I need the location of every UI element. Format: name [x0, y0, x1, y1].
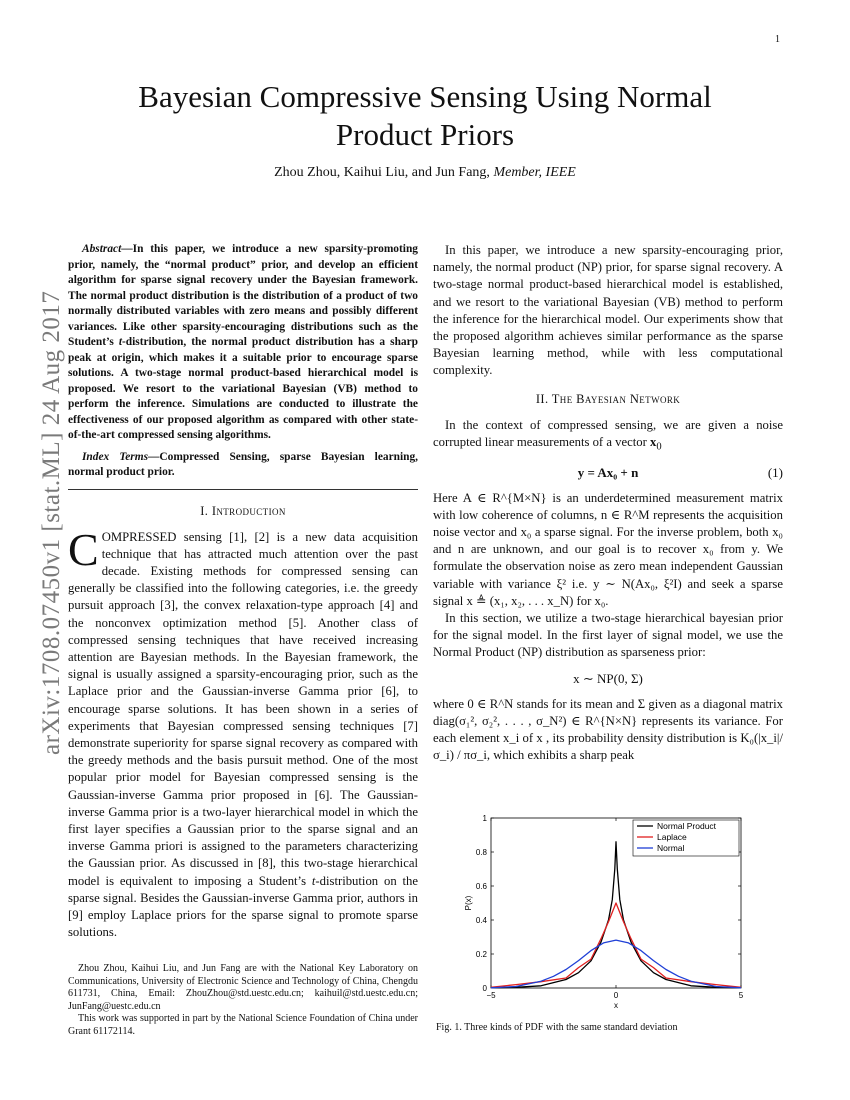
section2-paragraph-1 [433, 417, 783, 456]
y-tick-label: 0.4 [475, 916, 487, 925]
section2-paragraph-2: Here A ∈ R^{M×N} is an underdetermined measurement matrix with low coherence of columns, n ∈ R^M represents the acquisition noise vector and x₀ a sparse signal. For the inverse problem, both x₀ and n are unknown, and our goal is to recover x₀ from y. We formulate the observation noise as zero mean independent Gaussian variable with variance ξ² i.e. y ∼ N(Ax₀, ξ²I) and seek a sparse signal x ≜ (x₁, x₂, . . . x_N) for x₀. [433, 490, 783, 608]
title-line-1: Bayesian Compressive Sensing Using Normal [138, 79, 712, 114]
section2-paragraph-4: where 0 ∈ R^N stands for its mean and Σ given as a diagonal matrix diag(σ₁², σ₂², . . . , σ_N²) ∈ R^{N×N} represents its variance. For each element x_i of x , its probability density distribution is K₀(|x_i|/σ_i) / πσ_i, which exhibits a sharp peak [433, 696, 783, 763]
figure-1 [436, 810, 786, 1010]
section2-p1-variable: x [650, 434, 657, 449]
page-number: 1 [775, 34, 780, 45]
author-list [80, 165, 770, 181]
y-tick-label: 0.2 [475, 950, 487, 959]
abstract-label: Abstract [82, 243, 122, 255]
intro-text-end: -distribution on the sparse signal. Besides the Gaussian-inverse Gamma prior, authors in [9] employ Laplace priors for the sparse signal to promote sparse solutions. [68, 873, 419, 940]
section2-p1-subscript: 0 [656, 441, 662, 453]
y-tick-label: 0.6 [475, 882, 487, 891]
arxiv-identifier: arXiv:1708.07450v1 [stat.ML] 24 Aug 2017 [38, 290, 65, 755]
left-column [68, 242, 418, 941]
author-membership: Member, IEEE [493, 165, 576, 180]
right-column [433, 242, 783, 764]
paper-title [80, 78, 770, 154]
y-tick-label: 0 [482, 984, 487, 993]
legend-label: Normal [657, 843, 685, 853]
abstract-divider [68, 489, 418, 490]
figure-1-caption: Fig. 1. Three kinds of PDF with the same standard deviation [436, 1022, 678, 1033]
section-heading-bayesian-network: II. The Bayesian Network [535, 391, 681, 406]
index-terms-text: —Compressed Sensing, sparse Bayesian learning, normal product prior. [68, 450, 418, 478]
abstract-text-continued: -distribution, the normal product distribution has a sharp peak at origin, which makes it a suitable prior to encourage sparse solutions. A two-stage normal product-based hierarchical model is proposed. We resort to the variational Bayesian (VB) method to perform the inference. Simulations are conducted to illustrate the effectiveness of our proposed algorithm as compared with other state-of-the-art compressed sensing algorithms. [68, 336, 418, 441]
title-line-2: Product Priors [335, 117, 515, 152]
drop-cap: C [68, 523, 99, 575]
introduction-paragraph [68, 523, 419, 942]
legend-label: Laplace [657, 832, 687, 842]
x-tick-label: 5 [738, 991, 744, 1000]
footnote-funding: This work was supported in part by the National Science Foundation of China under Grant 61172114. [68, 1013, 418, 1037]
section2-paragraph-3: In this section, we utilize a two-stage hierarchical bayesian prior for the signal model. In the first layer of signal model, we use the Normal Product (NP) distribution as sparseness prior: [433, 610, 783, 660]
x-tick-label: −5 [486, 991, 496, 1000]
footnote-affiliation: Zhou Zhou, Kaihui Liu, and Jun Fang are with the National Key Laboratory on Communications, University of Electronic Science and Technology of China, Chengdu 611731, China, Email: ZhouZhou@std.uestc.edu.cn; kaihuil@std.uestc.edu.cn; JunFang@uestc.edu.cn [68, 963, 418, 1012]
pdf-chart [436, 810, 786, 1010]
equation-1-body: y = Ax₀ + n [577, 464, 639, 480]
equation-1-number: (1) [767, 464, 783, 480]
intro-t-variable: t [311, 873, 316, 888]
right-intro-paragraph: In this paper, we introduce a new sparsity-encouraging prior, namely, the normal product (NP) prior, for sparse signal recovery. A two-stage normal product-based hierarchical model is established, and we resort to the variational Bayesian (VB) method to perform the inference for the hierarchical model. Our experiments show that the proposed algorithm achieves similar performance as the sparse Bayesian learning method, while with less computational complexity. [433, 243, 783, 378]
intro-lead-word: OMPRESSED [101, 529, 177, 544]
equation-1 [433, 465, 783, 481]
legend-label: Normal Product [657, 821, 717, 831]
abstract-t-variable: t [118, 336, 122, 348]
equation-2-body: x ∼ NP(0, Σ) [573, 670, 643, 686]
y-axis-label: P(x) [464, 895, 473, 911]
y-tick-label: 0.8 [475, 848, 487, 857]
abstract [68, 242, 418, 444]
x-axis-label: x [614, 1001, 618, 1010]
index-terms-label: Index Terms [82, 450, 149, 463]
section-heading-introduction: I. Introduction [200, 503, 286, 518]
abstract-text: —In this paper, we introduce a new sparsity-promoting prior, namely, the “normal product” prior, and develop an efficient algorithm for sparse signal recovery under the Bayesian framework. The normal product distribution is the distribution of a product of two normally distributed variables with zero means and possibly different variances. Like other sparsity-encouraging distributions such as the Student’s [68, 243, 418, 348]
y-tick-label: 1 [482, 814, 487, 823]
equation-2 [433, 671, 783, 687]
author-names: Zhou Zhou, Kaihui Liu, and Jun Fang, [274, 165, 494, 180]
footnote-block [68, 963, 418, 1038]
intro-text: sensing [1], [2] is a new data acquisition technique that has attracted much attention over the past decade. Existing methods for compressed sensing can generally be classified into the following categories, i.e. the greedy pursuit approach [3], the convex relaxation-type approach [4] and the nonconvex optimization method [5]. Another class of compressed sensing techniques that have received increasing attention are Bayesian methods. In the Bayesian framework, the signal is usually assigned a sparsity-encouraging prior, such as the Laplace prior and the Gaussian-inverse Gamma prior [6], to encourage sparse solutions. It has been shown in a series of experiments that Bayesian compressed sensing techniques [7] demonstrate superiority for sparse signal recovery as compared with the greedy methods and the basis pursuit method. One of the most popular prior model for Bayesian compressed sensing is the Gaussian-inverse Gamma prior proposed in [6]. The Gaussian-inverse Gamma prior is a two-layer hierarchical model in which the first layer specifies a Gaussian prior to the sparse signal and an inverse Gamma priori is assigned to the parameters characterizing the Gaussian prior. As discussed in [8], this two-stage hierarchical model is equivalent to imposing a Student’s [68, 529, 418, 888]
section2-p1-text: In the context of compressed sensing, we are given a noise corrupted linear measurements of a vector [433, 417, 783, 449]
x-tick-label: 0 [613, 991, 619, 1000]
index-terms [68, 450, 418, 481]
